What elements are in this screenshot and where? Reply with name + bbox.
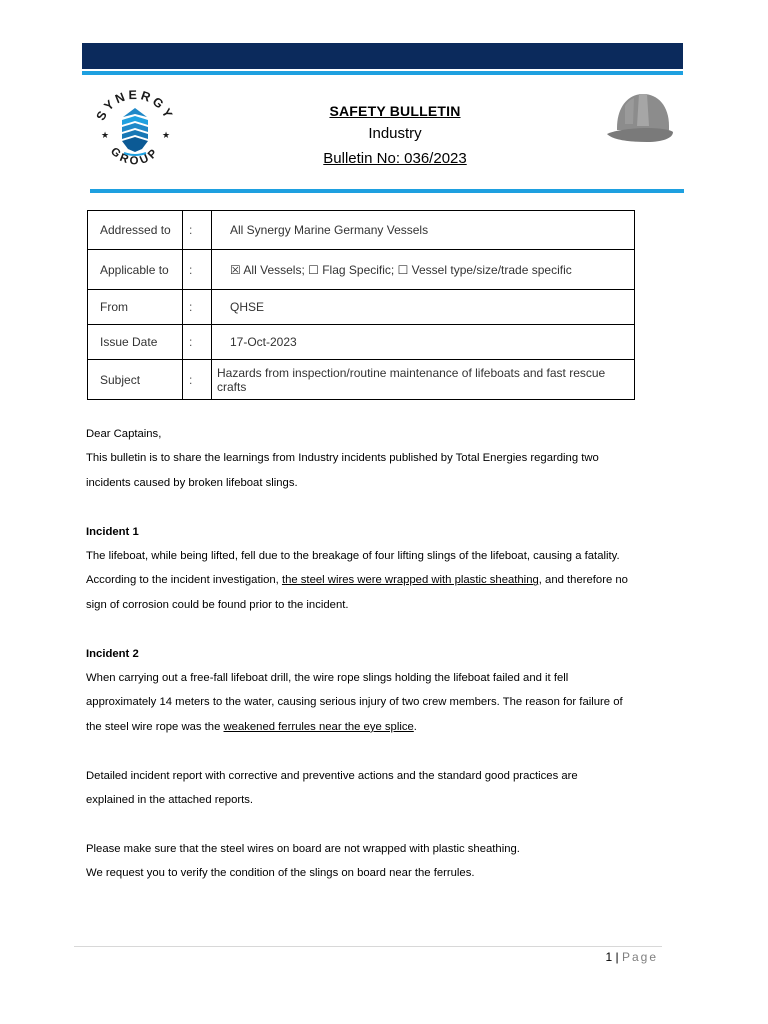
logo-text-top: SYNERGY — [93, 87, 177, 123]
incident-1-heading: Incident 1 — [86, 525, 139, 538]
issue-date-value: 17-Oct-2023 — [212, 325, 635, 360]
incident-1-underlined-finding: the steel wires were wrapped with plastic sheathing — [281, 574, 539, 587]
addressed-to-label: Addressed to — [88, 211, 183, 250]
applicable-to-value: ☒ All Vessels; ☐ Flag Specific; ☐ Vessel type/size/trade specific — [212, 250, 635, 290]
subject-label: Subject — [88, 360, 183, 400]
table-row — [88, 325, 635, 360]
intro-line-2: incidents caused by broken lifeboat slings. — [86, 476, 298, 489]
page-number: 1 — [605, 950, 613, 964]
incident-2-line-3 — [86, 715, 686, 739]
safety-helmet-icon — [603, 88, 675, 150]
paragraph-gap — [86, 495, 686, 519]
bulletin-info-table — [87, 210, 635, 400]
logo-star-left-icon: ★ — [101, 131, 110, 141]
logo-text-bottom: GROUP — [107, 145, 163, 168]
from-label: From — [88, 290, 183, 325]
row-separator: : — [183, 290, 212, 325]
paragraph-gap — [86, 739, 686, 763]
issue-date-label: Issue Date — [88, 325, 183, 360]
incident-2-line-3-prefix: the steel wire rope was the — [86, 720, 224, 733]
report-line-1: Detailed incident report with corrective and preventive actions and the standard good practices are — [86, 769, 578, 782]
subject-value: Hazards from inspection/routine maintenance of lifeboats and fast rescue crafts — [212, 360, 635, 400]
table-row — [88, 290, 635, 325]
from-value: QHSE — [212, 290, 635, 325]
incident-2-line-3-suffix: . — [413, 720, 417, 733]
table-row — [88, 360, 635, 400]
table-row — [88, 250, 635, 290]
table-row — [88, 211, 635, 250]
page-label: Page — [621, 950, 658, 964]
logo-star-right-icon: ★ — [162, 131, 171, 141]
incident-1-line-2-suffix: , and therefore no — [538, 574, 628, 587]
applicable-to-label: Applicable to — [88, 250, 183, 290]
incident-1-line-1: The lifeboat, while being lifted, fell due to the breakage of four lifting slings of the lifeboat, causing a fatality. — [86, 550, 620, 563]
header-divider-line — [90, 189, 684, 193]
incident-1-line-3: sign of corrosion could be found prior to the incident. — [86, 598, 349, 611]
intro-line-1: This bulletin is to share the learnings from Industry incidents published by Total Energies regarding two — [86, 452, 599, 465]
header-band — [82, 43, 683, 69]
header-band-accent-line — [82, 71, 683, 75]
closing-line-2: We request you to verify the condition of the slings on board near the ferrules. — [86, 867, 475, 880]
ship-emblem-icon — [122, 108, 148, 155]
incident-2-line-2: approximately 14 meters to the water, causing serious injury of two crew members. The reason for failure of — [86, 696, 623, 709]
bulletin-category: Industry — [368, 125, 422, 142]
bulletin-header — [250, 100, 540, 172]
greeting: Dear Captains, — [86, 428, 162, 440]
incident-2-line-1: When carrying out a free-fall lifeboat drill, the wire rope slings holding the lifeboat failed and it fell — [86, 672, 569, 685]
footer-separator: | — [615, 950, 619, 964]
closing-line-1: Please make sure that the steel wires on board are not wrapped with plastic sheathing. — [86, 842, 520, 855]
footer-divider-line — [74, 946, 662, 947]
row-separator: : — [183, 325, 212, 360]
bulletin-title: SAFETY BULLETIN — [329, 103, 461, 119]
paragraph-gap — [86, 617, 686, 641]
incident-2-heading: Incident 2 — [86, 647, 139, 660]
paragraph-gap — [86, 812, 686, 836]
bulletin-number: Bulletin No: 036/2023 — [323, 150, 467, 167]
row-separator: : — [183, 211, 212, 250]
incident-1-line-2-prefix: According to the incident investigation, — [86, 574, 282, 587]
incident-1-line-2 — [86, 568, 686, 592]
addressed-to-value: All Synergy Marine Germany Vessels — [212, 211, 635, 250]
report-line-2: explained in the attached reports. — [86, 794, 254, 807]
row-separator: : — [183, 360, 212, 400]
incident-2-underlined-finding: weakened ferrules near the eye splice — [223, 720, 414, 733]
bulletin-body — [86, 422, 686, 886]
synergy-group-logo — [92, 84, 178, 176]
row-separator: : — [183, 250, 212, 290]
page-footer — [605, 950, 658, 964]
